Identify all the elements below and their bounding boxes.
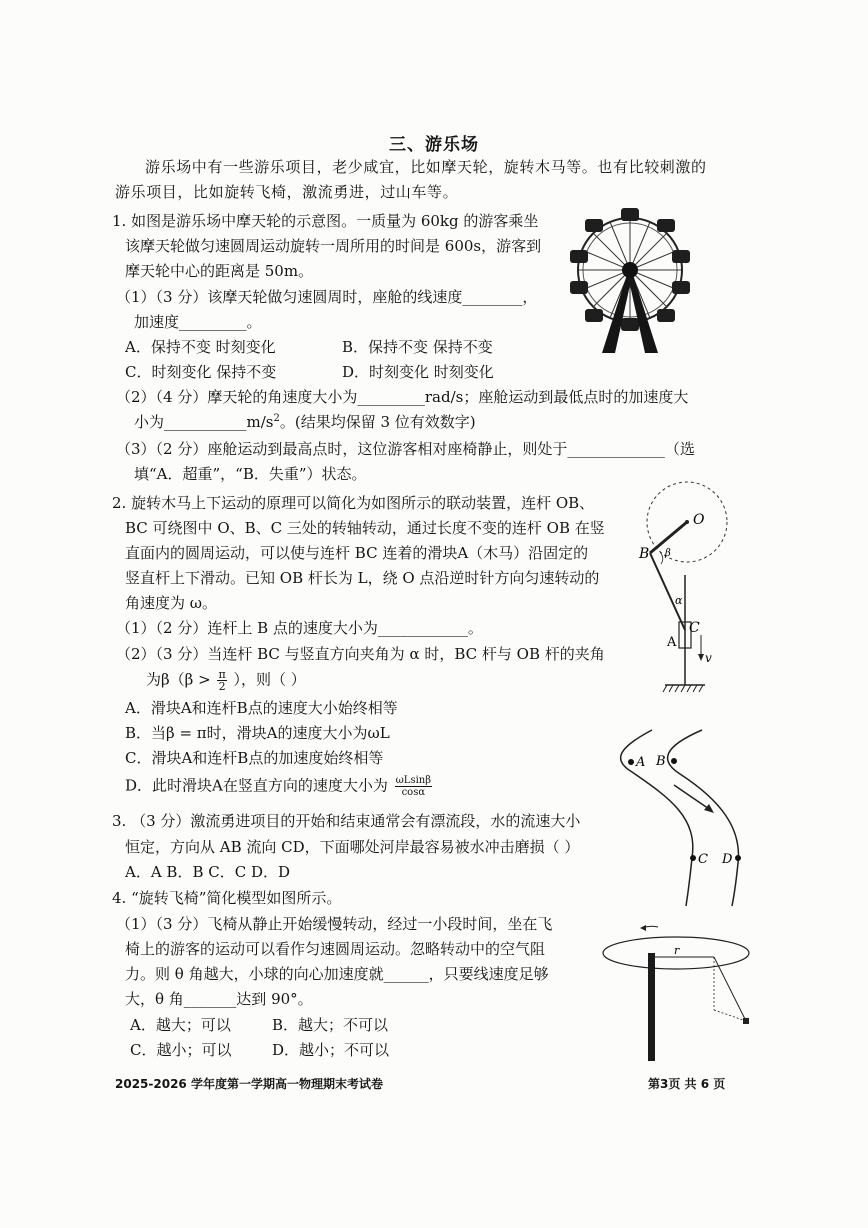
swing-label-r: r [674,944,680,957]
intro-line-1: 游乐场中有一些游乐项目，老少咸宜，比如摩天轮，旋转木马等。也有比较刺激的 [145,158,707,176]
q4-part1-line-2: 椅上的游客的运动可以看作匀速圆周运动。忽略转动中的空气阻 [125,940,546,958]
q2-stem-line-2: BC 可绕图中 O、B、C 三处的转轴转动，通过长度不变的连杆 OB 在竖 [125,519,605,537]
linkage-figure [625,480,735,695]
q2-part2-line-2: 为β（β > $\frac{\pi}{2}$ ），则（ ） [146,668,306,693]
q2-stem-line-3: 直面内的圆周运动，可以使与连杆 BC 连着的滑块A（木马）沿固定的 [125,544,589,562]
swing-chair-figure [596,915,776,1065]
q2-option-c: C．滑块A和连杆B点的加速度始终相等 [125,749,384,767]
q2-stem-line-1: 2. 旋转木马上下运动的原理可以简化为如图所示的联动装置，连杆 OB、 [112,494,595,512]
q1-part1-line-1: （1）（3 分）该摩天轮做匀速圆周时，座舱的线速度________， [116,288,538,306]
q4-option-d: D．越小；不可以 [272,1041,390,1059]
q2-stem-line-4: 竖直杆上下滑动。已知 OB 杆长为 L，绕 O 点沿逆时针方向匀速转动的 [125,569,600,587]
ferris-wheel-figure [560,205,700,355]
river-label-c: C [698,852,708,867]
intro-line-2: 游乐项目，比如旋转飞椅，激流勇进，过山车等。 [115,183,459,201]
q4-option-b: B．越大；不可以 [272,1016,389,1034]
q2-option-a: A．滑块A和连杆B点的速度大小始终相等 [125,699,398,717]
q1-part3-line-2: 填“A．超重”，“B．失重”）状态。 [134,465,367,483]
q2-stem-line-5: 角速度为 ω。 [125,594,218,612]
river-label-a: A [636,755,646,770]
q4-part1-line-3: 力。则 θ 角越大，小球的向心加速度就______，只要线速度足够 [125,965,549,983]
fig-label-v: v [705,651,712,665]
q1-part2-line-2: 小为$\_\_\_\_\_\_\_\_\_\_\_m/s^2$。(结果均保留 3 位有效数字) [134,413,476,431]
fig-label-o: O [693,512,705,528]
river-label-b: B [656,754,666,769]
fig-label-c: C [689,620,700,636]
q2-part1: （1）（2 分）连杆上 B 点的速度大小为____________。 [116,619,483,637]
q1-stem-line-1: 1. 如图是游乐场中摩天轮的示意图。一质量为 60kg 的游客乘坐 [112,212,539,230]
q3-stem-line-1: 3. （3 分）激流勇进项目的开始和结束通常会有漂流段，水的流速大小 [112,812,581,830]
q3-stem-line-2: 恒定，方向从 AB 流向 CD，下面哪处河岸最容易被水冲击磨损（ ） [125,838,580,856]
q2-part2-line-1: （2）（3 分）当连杆 BC 与竖直方向夹角为 α 时，BC 杆与 OB 杆的夹角 [116,645,605,663]
q1-option-c: C．时刻变化 保持不变 [125,363,277,381]
q1-stem-line-3: 摩天轮中心的距离是 50m。 [125,262,314,280]
section-title: 三、游乐场 [389,135,479,155]
footer-exam-title: 2025-2026 学年度第一学期高一物理期末考试卷 [115,1077,383,1091]
q3-options: A．A B．B C．C D．D [125,863,291,881]
q4-option-c: C．越小；可以 [130,1041,232,1059]
river-figure [610,728,750,908]
q1-option-a: A．保持不变 时刻变化 [125,338,276,356]
fig-label-b: B [639,546,650,562]
q4-stem: 4. “旋转飞椅”简化模型如图所示。 [112,889,342,907]
river-label-d: D [722,852,733,867]
footer-page-number: 第3页 共 6 页 [648,1077,726,1091]
q4-part1-line-4: 大，θ 角_______达到 90°。 [125,990,313,1008]
q1-part3-line-1: （3）（2 分）座舱运动到最高点时，这位游客相对座椅静止，则处于_____________（选 [116,440,695,458]
q2-option-d: D．此时滑块A在竖直方向的速度大小为 $\frac{\omega Lsin\beta}{\cos\alpha}$ [125,775,432,798]
fig-label-alpha: α [675,594,683,607]
q4-part1-line-1: （1）（3 分）飞椅从静止开始缓慢转动，经过一小段时间，坐在飞 [116,915,553,933]
q1-option-b: B．保持不变 保持不变 [342,338,493,356]
q1-part2-line-1: （2）（4 分）摩天轮的角速度大小为_________rad/s；座舱运动到最低点时的加速度大 [116,388,689,406]
q2-option-b: B．当β = π时，滑块A的速度大小为ωL [125,724,390,742]
q4-option-a: A．越大；可以 [130,1016,231,1034]
fig-label-a: A [667,635,677,650]
q1-part1-line-2: 加速度_________。 [134,313,262,331]
q1-option-d: D．时刻变化 时刻变化 [342,363,494,381]
q1-stem-line-2: 该摩天轮做匀速圆周运动旋转一周所用的时间是 600s，游客到 [125,237,542,255]
fig-label-beta: β [665,548,671,559]
